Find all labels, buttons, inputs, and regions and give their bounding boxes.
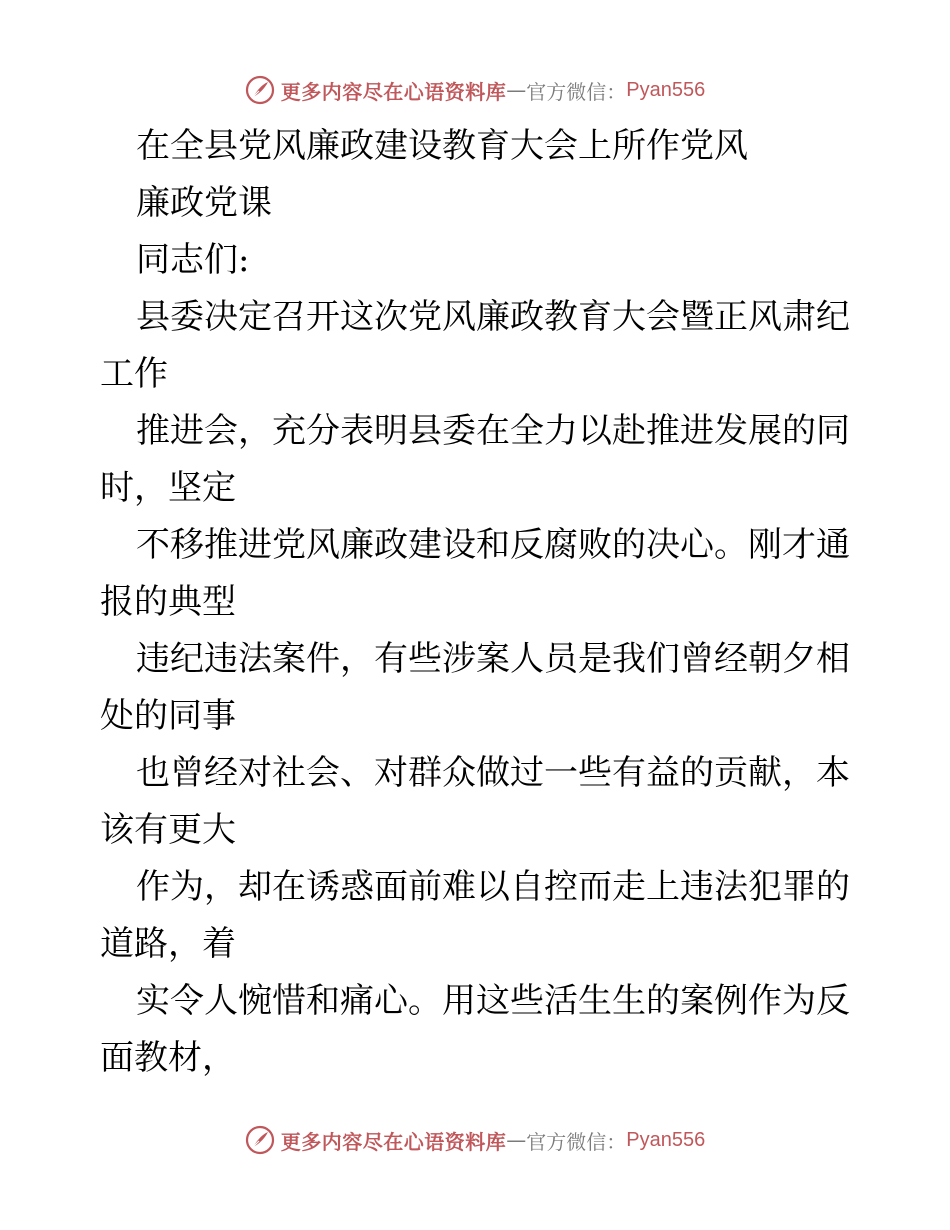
paragraph-line: 实令人惋惜和痛心。用这些活生生的案例作为反 (136, 981, 850, 1021)
paragraph-line: 道路，着 (100, 924, 236, 964)
watermark-label: 更多内容尽在心语资料库 (280, 1129, 507, 1154)
paragraph-line: 工作 (100, 354, 168, 394)
document-title-line-2: 廉政党课 (136, 183, 272, 223)
watermark-separator: — (506, 1128, 527, 1152)
paragraph-line: 违纪违法案件，有些涉案人员是我们曾经朝夕相 (136, 639, 850, 679)
paragraph-lines (100, 289, 860, 1087)
watermark-account: Pyan556 (626, 1128, 706, 1151)
watermark-label: 更多内容尽在心语资料库 (280, 79, 507, 104)
watermark-banner-top (0, 70, 950, 110)
paragraph-line: 也曾经对社会、对群众做过一些有益的贡献，本 (136, 753, 850, 793)
paragraph-line: 该有更大 (100, 810, 236, 850)
paragraph-line: 推进会，充分表明县委在全力以赴推进发展的同 (136, 411, 850, 451)
watermark-wechat-label: 官方微信： (526, 79, 627, 104)
paragraph-line: 县委决定召开这次党风廉政教育大会暨正风肃纪 (136, 297, 850, 337)
salutation: 同志们: (136, 240, 250, 280)
paragraph-line: 处的同事 (100, 696, 236, 736)
quill-circle-icon (245, 1125, 275, 1155)
paragraph-line: 报的典型 (100, 582, 236, 622)
quill-circle-icon (245, 75, 275, 105)
paragraph-line: 时，坚定 (100, 468, 236, 508)
paragraph-line: 作为，却在诱惑面前难以自控而走上违法犯罪的 (136, 867, 850, 907)
paragraph-line: 面教材， (100, 1038, 236, 1078)
paragraph-line: 不移推进党风廉政建设和反腐败的决心。刚才通 (136, 525, 850, 565)
watermark-separator: — (506, 78, 527, 102)
watermark-wechat-label: 官方微信： (526, 1129, 627, 1154)
watermark-banner-bottom (0, 1120, 950, 1160)
document-title-line-1: 在全县党风廉政建设教育大会上所作党风 (136, 126, 748, 166)
document-body (100, 118, 860, 1087)
watermark-account: Pyan556 (626, 78, 706, 101)
